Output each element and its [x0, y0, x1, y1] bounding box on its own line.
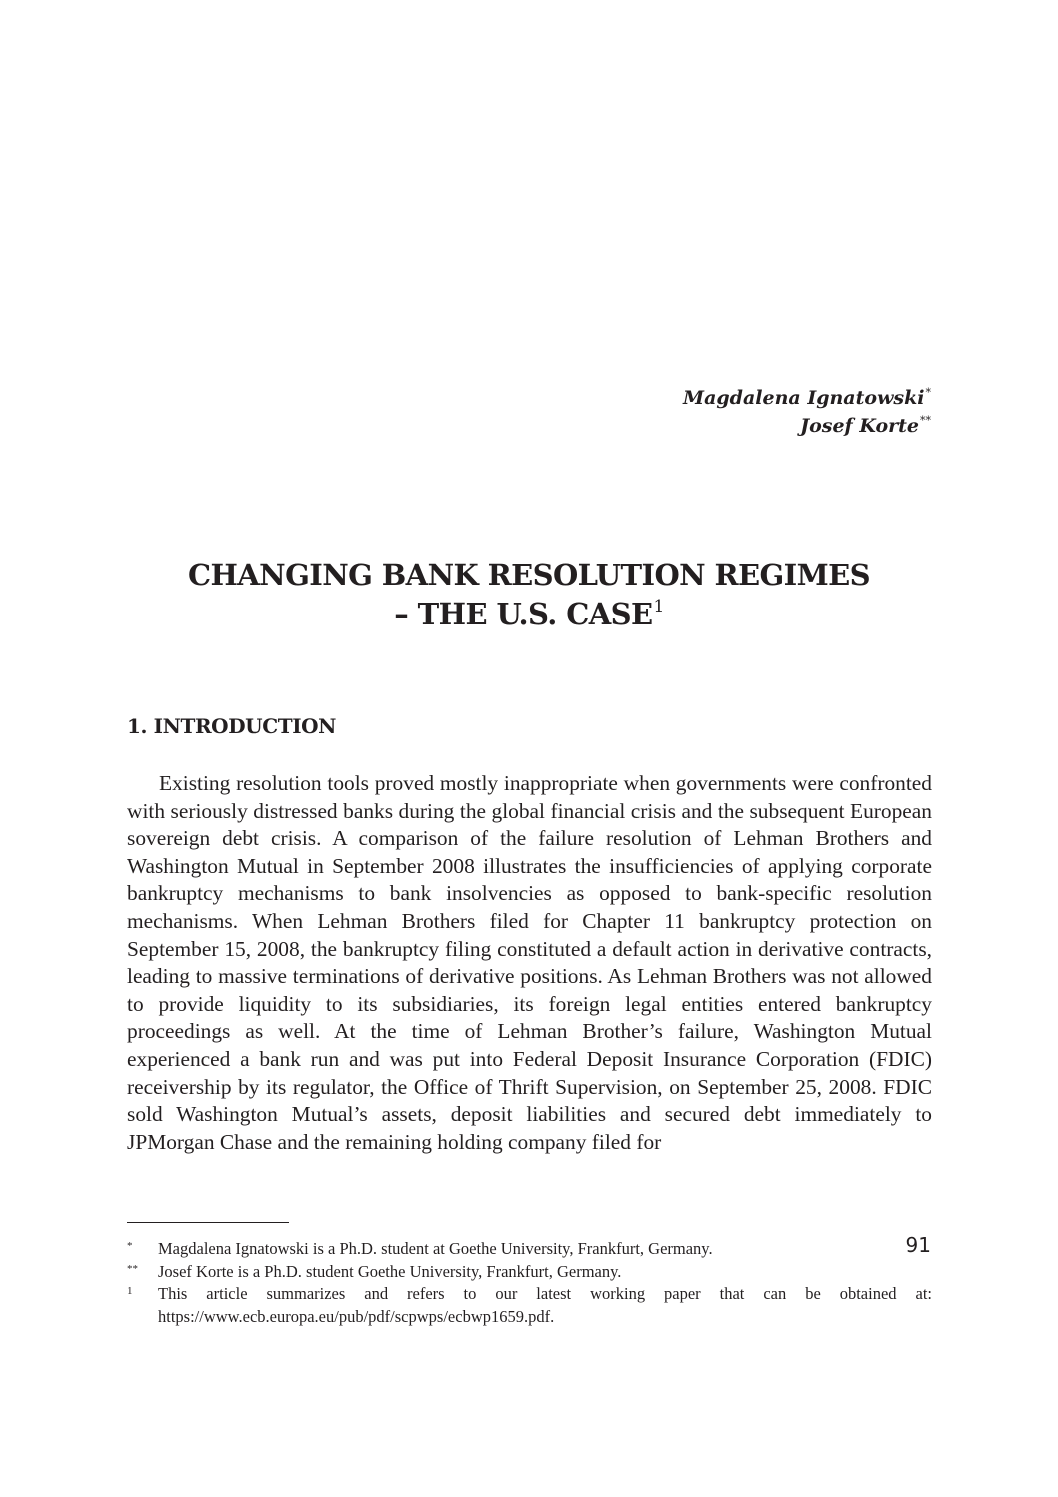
page-number: 91 — [905, 1233, 931, 1257]
title-line-2: – THE U.S. CASE$^1$ — [394, 597, 664, 631]
author-footnote-mark: * — [925, 386, 931, 399]
footnote-divider — [127, 1222, 289, 1223]
footnote-text: This article summarizes and refers to our latest working paper that can be obtained at: https://www.ecb.europa.eu/pub/pdf/scpwps/ecbwp1659.pdf. — [158, 1284, 932, 1326]
footnote-mark: 1 — [127, 1285, 133, 1297]
article-title — [127, 556, 931, 634]
footnote-mark: ** — [127, 1262, 138, 1275]
author-block — [683, 384, 931, 440]
author-name: Magdalena Ignatowski* — [683, 386, 931, 409]
title-footnote-ref: 1 — [653, 597, 664, 617]
body-paragraph: Existing resolution tools proved mostly inappropriate when governments were confronted with seriously distressed banks during the global financial crisis and the subsequent European sovereign debt crisis. A comparison of the failure resolution of Lehman Brothers and Washington Mutual in September 2008 illustrates the insufficiencies of applying corporate bankruptcy mechanisms to bank insolvencies as opposed to bank-specific resolution mechanisms. When Lehman Brothers filed for Chapter 11 bankruptcy protection on September 15, 2008, the bankruptcy filing constituted a default action in derivative contracts, leading to massive terminations of derivative positions. As Lehman Brothers was not allowed to provide liquidity to its subsidiaries, its foreign legal entities entered bankruptcy proceedings as well. At the time of Lehman Brother’s failure, Washington Mutual experienced a bank run and was put into Federal Deposit Insurance Corporation (FDIC) receivership by its regulator, the Office of Thrift Supervision, on September 25, 2008. FDIC sold Washington Mutual’s assets, deposit liabilities and secured debt immediately to JPMorgan Chase and the remaining holding company filed for — [127, 771, 932, 1154]
author-footnote-mark: ** — [920, 414, 931, 427]
author-name: Josef Korte** — [800, 414, 931, 437]
footnote-text: Josef Korte is a Ph.D. student Goethe University, Frankfurt, Germany. — [158, 1261, 622, 1281]
title-line-1: CHANGING BANK RESOLUTION REGIMES — [187, 558, 870, 592]
section-heading: 1. INTRODUCTION — [127, 714, 337, 738]
footnote-text: Magdalena Ignatowski is a Ph.D. student at Goethe University, Frankfurt, Germany. — [158, 1239, 713, 1258]
footnote — [127, 1283, 932, 1328]
footnote — [127, 1261, 932, 1284]
footnote-mark: * — [127, 1240, 133, 1252]
